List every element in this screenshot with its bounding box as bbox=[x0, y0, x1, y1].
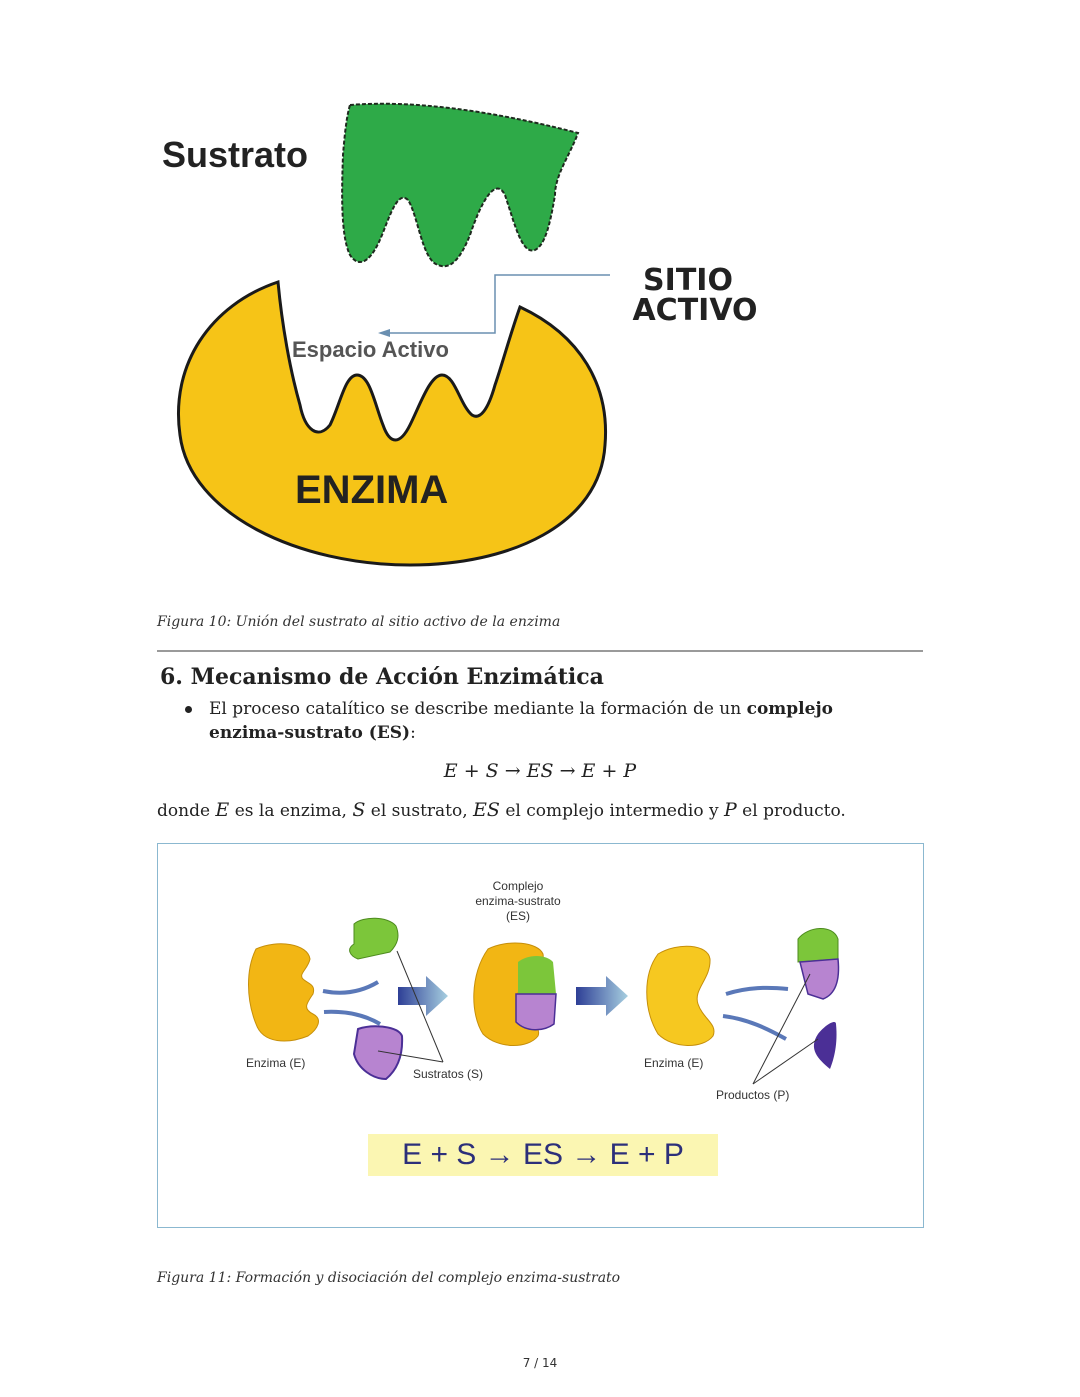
section-heading: 6. Mecanismo de Acción Enzimática bbox=[160, 664, 604, 690]
figure-11-caption: Figura 11: Formación y disociación del complejo enzima-sustrato bbox=[157, 1270, 621, 1286]
product-arrow-top-icon bbox=[726, 988, 788, 994]
enzyme-right-shape bbox=[647, 946, 714, 1045]
forward-arrow-1-icon bbox=[398, 976, 448, 1016]
enzyme-left-label: Enzima (E) bbox=[246, 1056, 306, 1070]
enzyme-substrate-diagram bbox=[150, 85, 800, 580]
text: el complejo intermedio y bbox=[499, 801, 724, 821]
bullet-dot-icon bbox=[185, 706, 192, 713]
release-arrow-bottom-icon bbox=[324, 1012, 380, 1024]
var-s: S bbox=[352, 799, 366, 821]
es-complex-green-shape bbox=[518, 956, 556, 994]
product-indigo-shape bbox=[814, 1022, 837, 1069]
complex-label-line2: enzima-sustrato bbox=[475, 894, 561, 908]
complex-label-line3: (ES) bbox=[506, 909, 530, 923]
bullet-item bbox=[185, 697, 905, 745]
substrate-shape bbox=[342, 104, 578, 267]
explanation-paragraph bbox=[157, 799, 846, 821]
section-divider bbox=[157, 650, 923, 652]
text: el sustrato, bbox=[365, 801, 474, 821]
substrate-purple-shape bbox=[354, 1026, 402, 1079]
text: el producto. bbox=[736, 801, 846, 821]
product-purple-shape bbox=[800, 959, 838, 999]
figure-10-caption: Figura 10: Unión del sustrato al sitio activo de la enzima bbox=[157, 614, 561, 630]
figure-11-image bbox=[157, 843, 924, 1228]
var-e: E bbox=[215, 799, 230, 821]
active-site-title-line1: SITIO bbox=[643, 263, 733, 298]
enzyme-shape bbox=[178, 282, 605, 565]
var-p: P bbox=[723, 799, 737, 821]
figure-equation-box: E + S → ES → E + P bbox=[368, 1134, 718, 1176]
active-site-title-line2: ACTIVO bbox=[632, 293, 758, 328]
complex-label-line1: Complejo bbox=[492, 879, 544, 893]
enzyme-left-shape bbox=[249, 944, 319, 1041]
products-label: Productos (P) bbox=[716, 1088, 790, 1102]
bullet-bold-term: complejo enzima-sustrato (ES) bbox=[209, 699, 833, 743]
bullet-text: El proceso catalítico se describe mediante la formación de un bbox=[209, 699, 747, 719]
complex-label bbox=[458, 879, 578, 924]
es-complex-purple-shape bbox=[516, 994, 556, 1030]
page-number: 7 / 14 bbox=[522, 1356, 558, 1370]
product-arrow-bottom-icon bbox=[723, 1016, 786, 1039]
bullet-colon: : bbox=[410, 723, 416, 743]
substrate-green-shape bbox=[350, 918, 398, 959]
pointer-line bbox=[385, 275, 610, 333]
forward-arrow-2-icon bbox=[576, 976, 628, 1016]
substrates-label: Sustratos (S) bbox=[413, 1067, 484, 1081]
active-space-label: Espacio Activo bbox=[292, 337, 449, 362]
text: es la enzima, bbox=[229, 801, 353, 821]
var-es: ES bbox=[473, 799, 500, 821]
substrate-label: Sustrato bbox=[162, 134, 309, 175]
figure-10-image bbox=[150, 85, 800, 580]
pointer-arrowhead-icon bbox=[378, 329, 390, 337]
enzyme-label: ENZIMA bbox=[295, 468, 449, 512]
text: donde bbox=[157, 801, 216, 821]
release-arrow-top-icon bbox=[323, 982, 378, 993]
reaction-equation: E + S → ES → E + P bbox=[443, 760, 637, 782]
enzyme-right-label: Enzima (E) bbox=[644, 1056, 704, 1070]
product-green-shape bbox=[798, 928, 838, 962]
